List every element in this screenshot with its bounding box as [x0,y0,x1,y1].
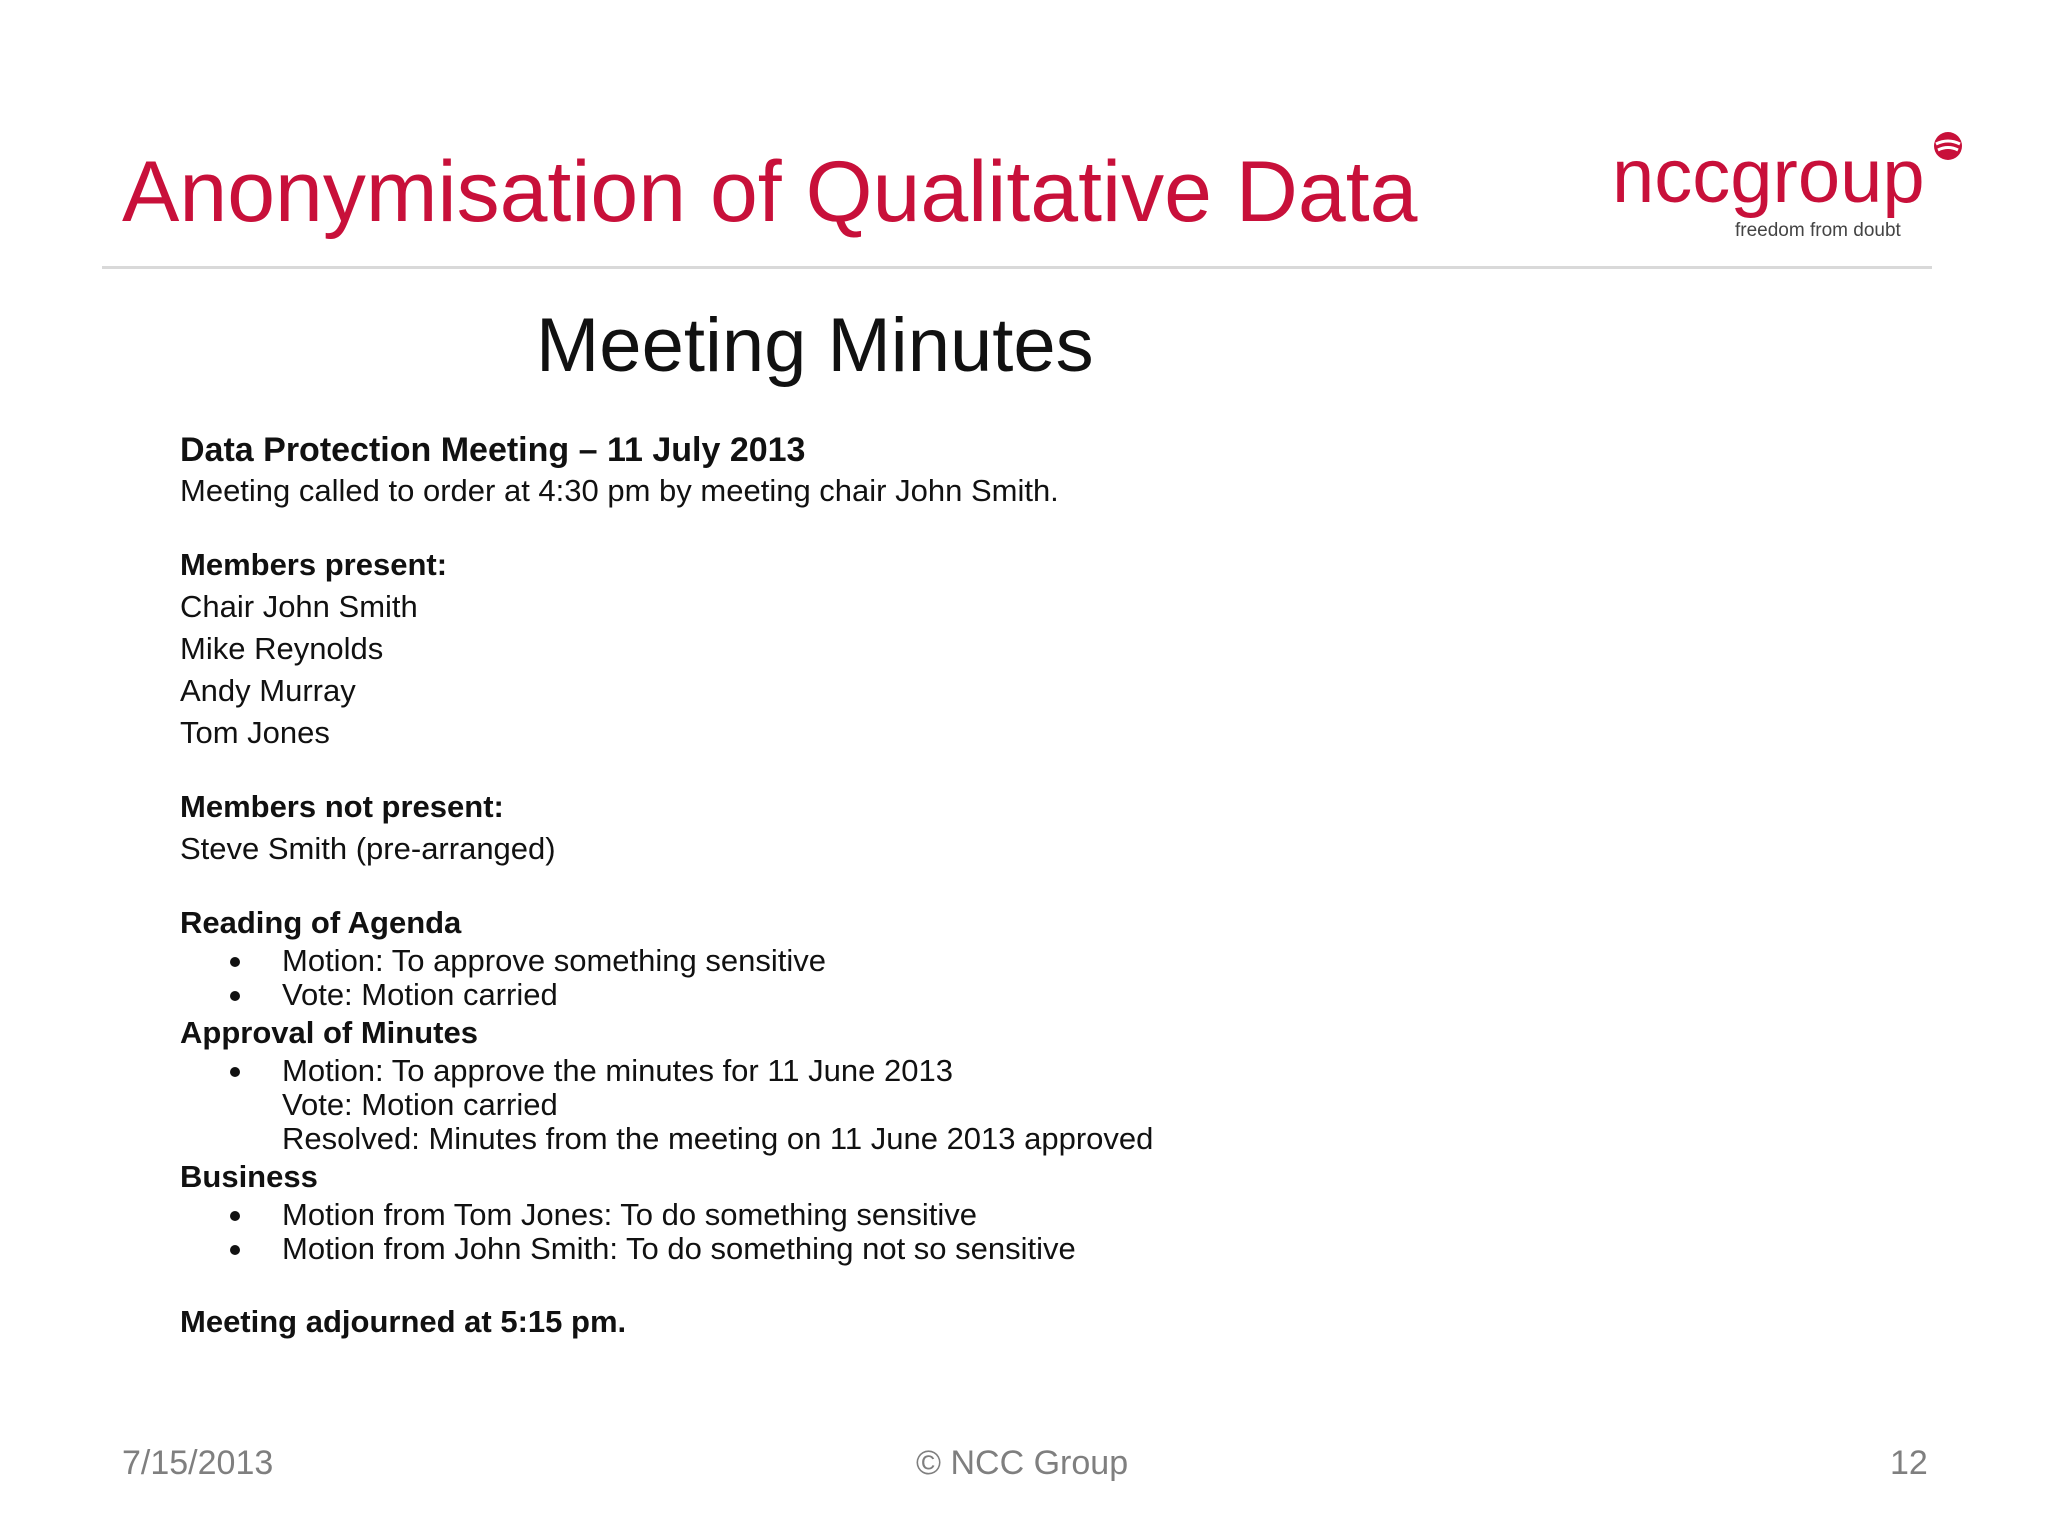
meeting-minutes-document [180,300,1680,1340]
page-number: 12 [1890,1444,1928,1482]
logo-wordmark: nccgroup [1612,134,1925,219]
document-title: Meeting Minutes [536,303,1094,388]
agenda-list [180,944,1680,1012]
footer-copyright: © NCC Group [916,1444,1129,1482]
member-name: Mike Reynolds [180,631,384,667]
title-divider [102,266,1932,269]
members-absent-label: Members not present: [180,789,504,825]
member-name: Chair John Smith [180,589,418,625]
list-item: Motion from John Smith: To do something not so sensitive [180,1232,1680,1266]
call-to-order: Meeting called to order at 4:30 pm by meeting chair John Smith. [180,473,1059,509]
business-list [180,1198,1680,1266]
approval-label: Approval of Minutes [180,1015,478,1051]
list-item: Motion from Tom Jones: To do something sensitive [180,1198,1680,1232]
approval-list [180,1054,1680,1088]
agenda-label: Reading of Agenda [180,905,462,941]
member-name: Tom Jones [180,715,330,751]
business-label: Business [180,1159,318,1195]
bullet-icon [230,1211,240,1221]
logo-tagline: freedom from doubt [1735,220,1901,241]
bullet-icon [230,991,240,1001]
approval-resolved: Resolved: Minutes from the meeting on 11 June 2013 approved [282,1121,1154,1157]
footer-date: 7/15/2013 [122,1444,274,1482]
nccgroup-logo [1600,120,1980,250]
list-item: Motion: To approve the minutes for 11 June 2013 [180,1054,1680,1088]
bullet-icon [230,1245,240,1255]
bullet-icon [230,957,240,967]
bullet-icon [230,1067,240,1077]
meeting-heading: Data Protection Meeting – 11 July 2013 [180,431,806,470]
meeting-adjourned: Meeting adjourned at 5:15 pm. [180,1304,627,1340]
approval-vote: Vote: Motion carried [282,1087,558,1123]
members-present-label: Members present: [180,547,448,583]
list-item: Motion: To approve something sensitive [180,944,1680,978]
list-item: Vote: Motion carried [180,978,1680,1012]
absent-member-name: Steve Smith (pre-arranged) [180,831,556,867]
logo-swirl-icon [1934,132,1962,160]
slide-title: Anonymisation of Qualitative Data [122,144,1418,240]
member-name: Andy Murray [180,673,356,709]
